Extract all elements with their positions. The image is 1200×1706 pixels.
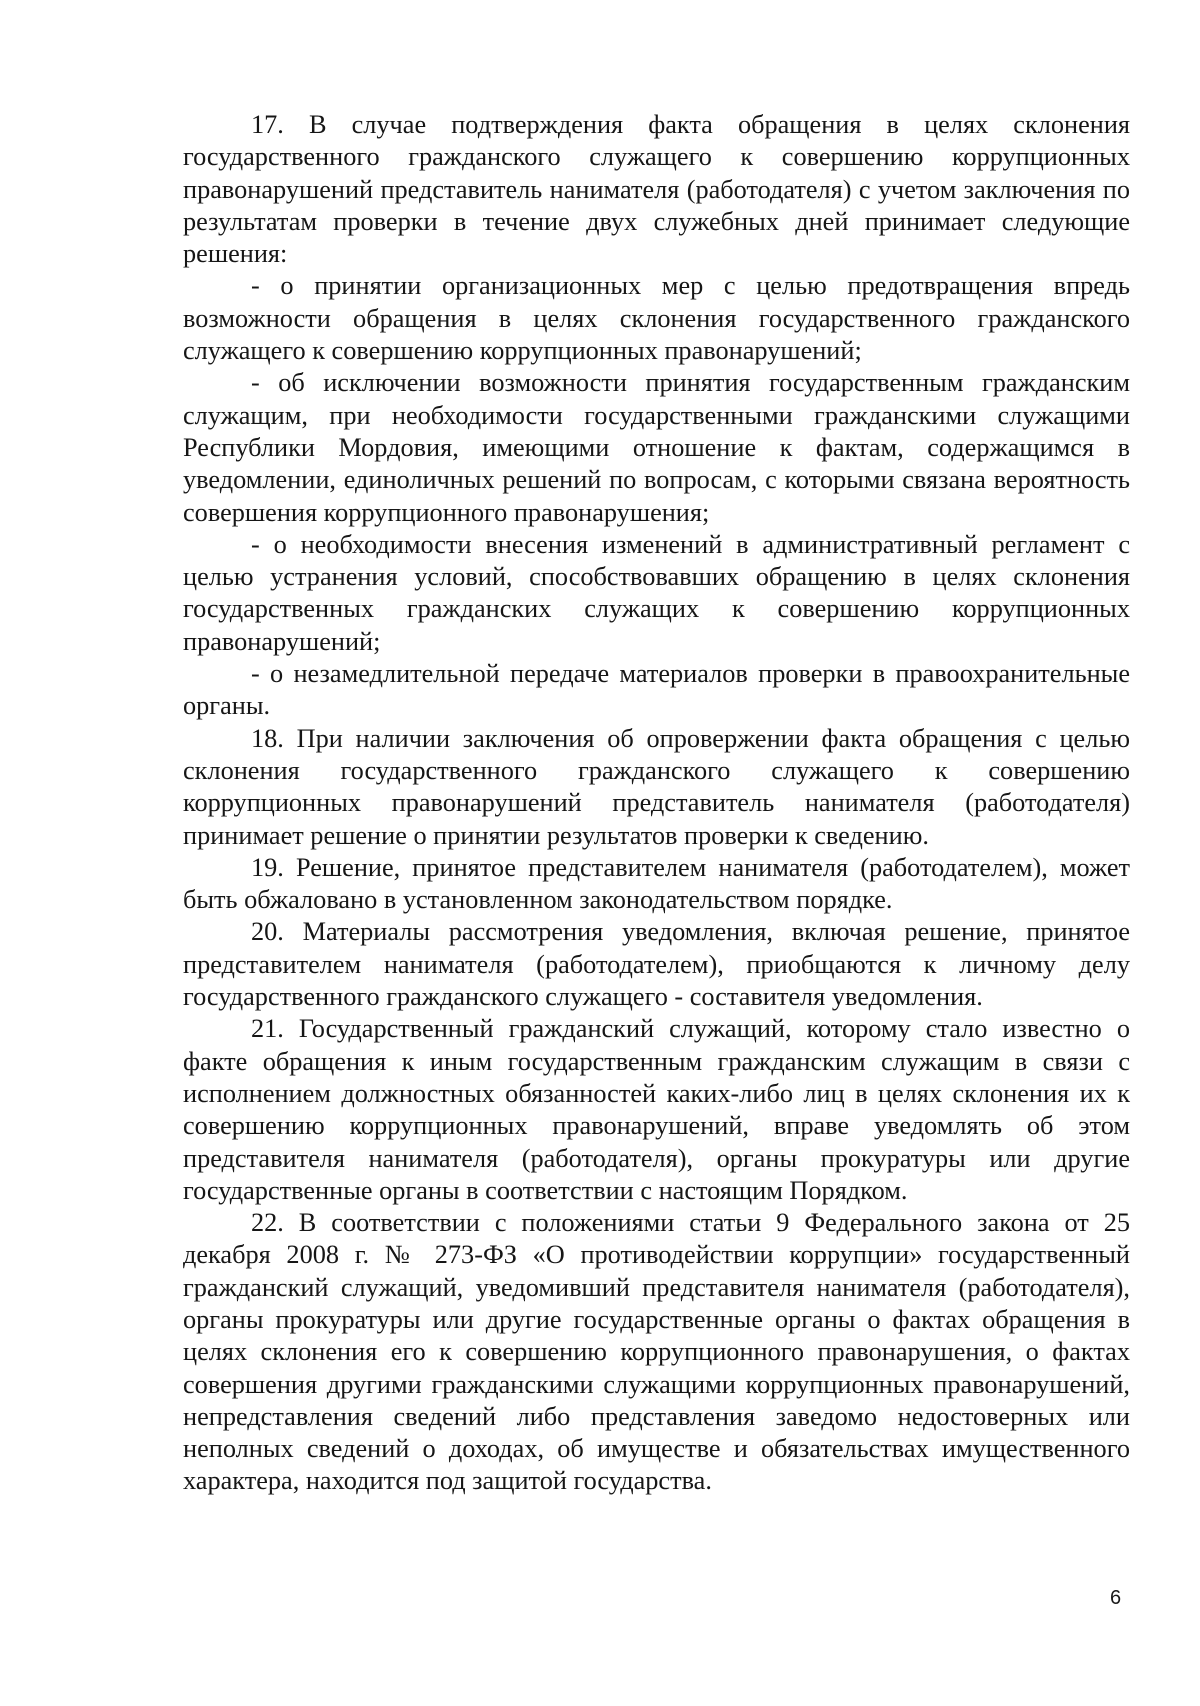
paragraph-20: 20. Материалы рассмотрения уведомления, включая решение, принятое представителем нанимателя (работодателем), приобщаются к личному делу государственного гражданского служащего - составителя уведомления. — [183, 917, 1130, 1012]
list-item-regulation-changes: - о необходимости внесения изменений в административный регламент с целью устранения условий, способствовавших обращению в целях склонения государственных гражданских служащих к совершению коррупционных правонарушений; — [183, 529, 1130, 656]
page-number: 6 — [1110, 1587, 1122, 1609]
document-body — [183, 109, 1130, 1498]
list-item-exclusion-of-decisions: - об исключении возможности принятия государственным гражданским служащим, при необходимости государственными гражданскими служащими Республики Мордовия, имеющими отношение к фактам, содержащимся в уведомлении, единоличных решений по вопросам, с которыми связана вероятность совершения коррупционного правонарушения; — [183, 368, 1130, 527]
paragraph-17: 17. В случае подтверждения факта обращения в целях склонения государственного гражданского служащего к совершению коррупционных правонарушений представитель нанимателя (работодателя) с учетом заключения по результатам проверки в течение двух служебных дней принимает следующие решения: — [183, 110, 1130, 269]
list-item-organizational-measures: - о принятии организационных мер с целью предотвращения впредь возможности обращения в целях склонения государственного гражданского служащего к совершению коррупционных правонарушений; — [183, 271, 1130, 366]
paragraph-21: 21. Государственный гражданский служащий, которому стало известно о факте обращения к иным государственным гражданским служащим в связи с исполнением должностных обязанностей каких-либо лиц в целях склонения их к совершению коррупционных правонарушений, вправе уведомлять об этом представителя нанимателя (работодателя), органы прокуратуры или другие государственные органы в соответствии с настоящим Порядком. — [183, 1014, 1130, 1205]
list-item-transfer-materials: - о незамедлительной передаче материалов проверки в правоохранительные органы. — [183, 659, 1130, 721]
paragraph-19: 19. Решение, принятое представителем нанимателя (работодателем), может быть обжаловано в установленном законодательством порядке. — [183, 852, 1130, 915]
paragraph-18: 18. При наличии заключения об опровержении факта обращения с целью склонения государственного гражданского служащего к совершению коррупционных правонарушений представитель нанимателя (работодателя) принимает решение о принятии результатов проверки к сведению. — [183, 723, 1130, 850]
paragraph-22: 22. В соответствии с положениями статьи 9 Федерального закона от 25 декабря 2008 г. № 273-ФЗ «О противодействии коррупции» государственный гражданский служащий, уведомивший представителя нанимателя (работодателя), органы прокуратуры или другие государственные органы о фактах обращения в целях склонения его к совершению коррупционного правонарушения, о фактах совершения другими гражданскими служащими коррупционных правонарушений, непредставления сведений либо представления заведомо недостоверных или неполных сведений о доходах, об имуществе и обязательствах имущественного характера, находится под защитой государства. — [183, 1208, 1130, 1496]
